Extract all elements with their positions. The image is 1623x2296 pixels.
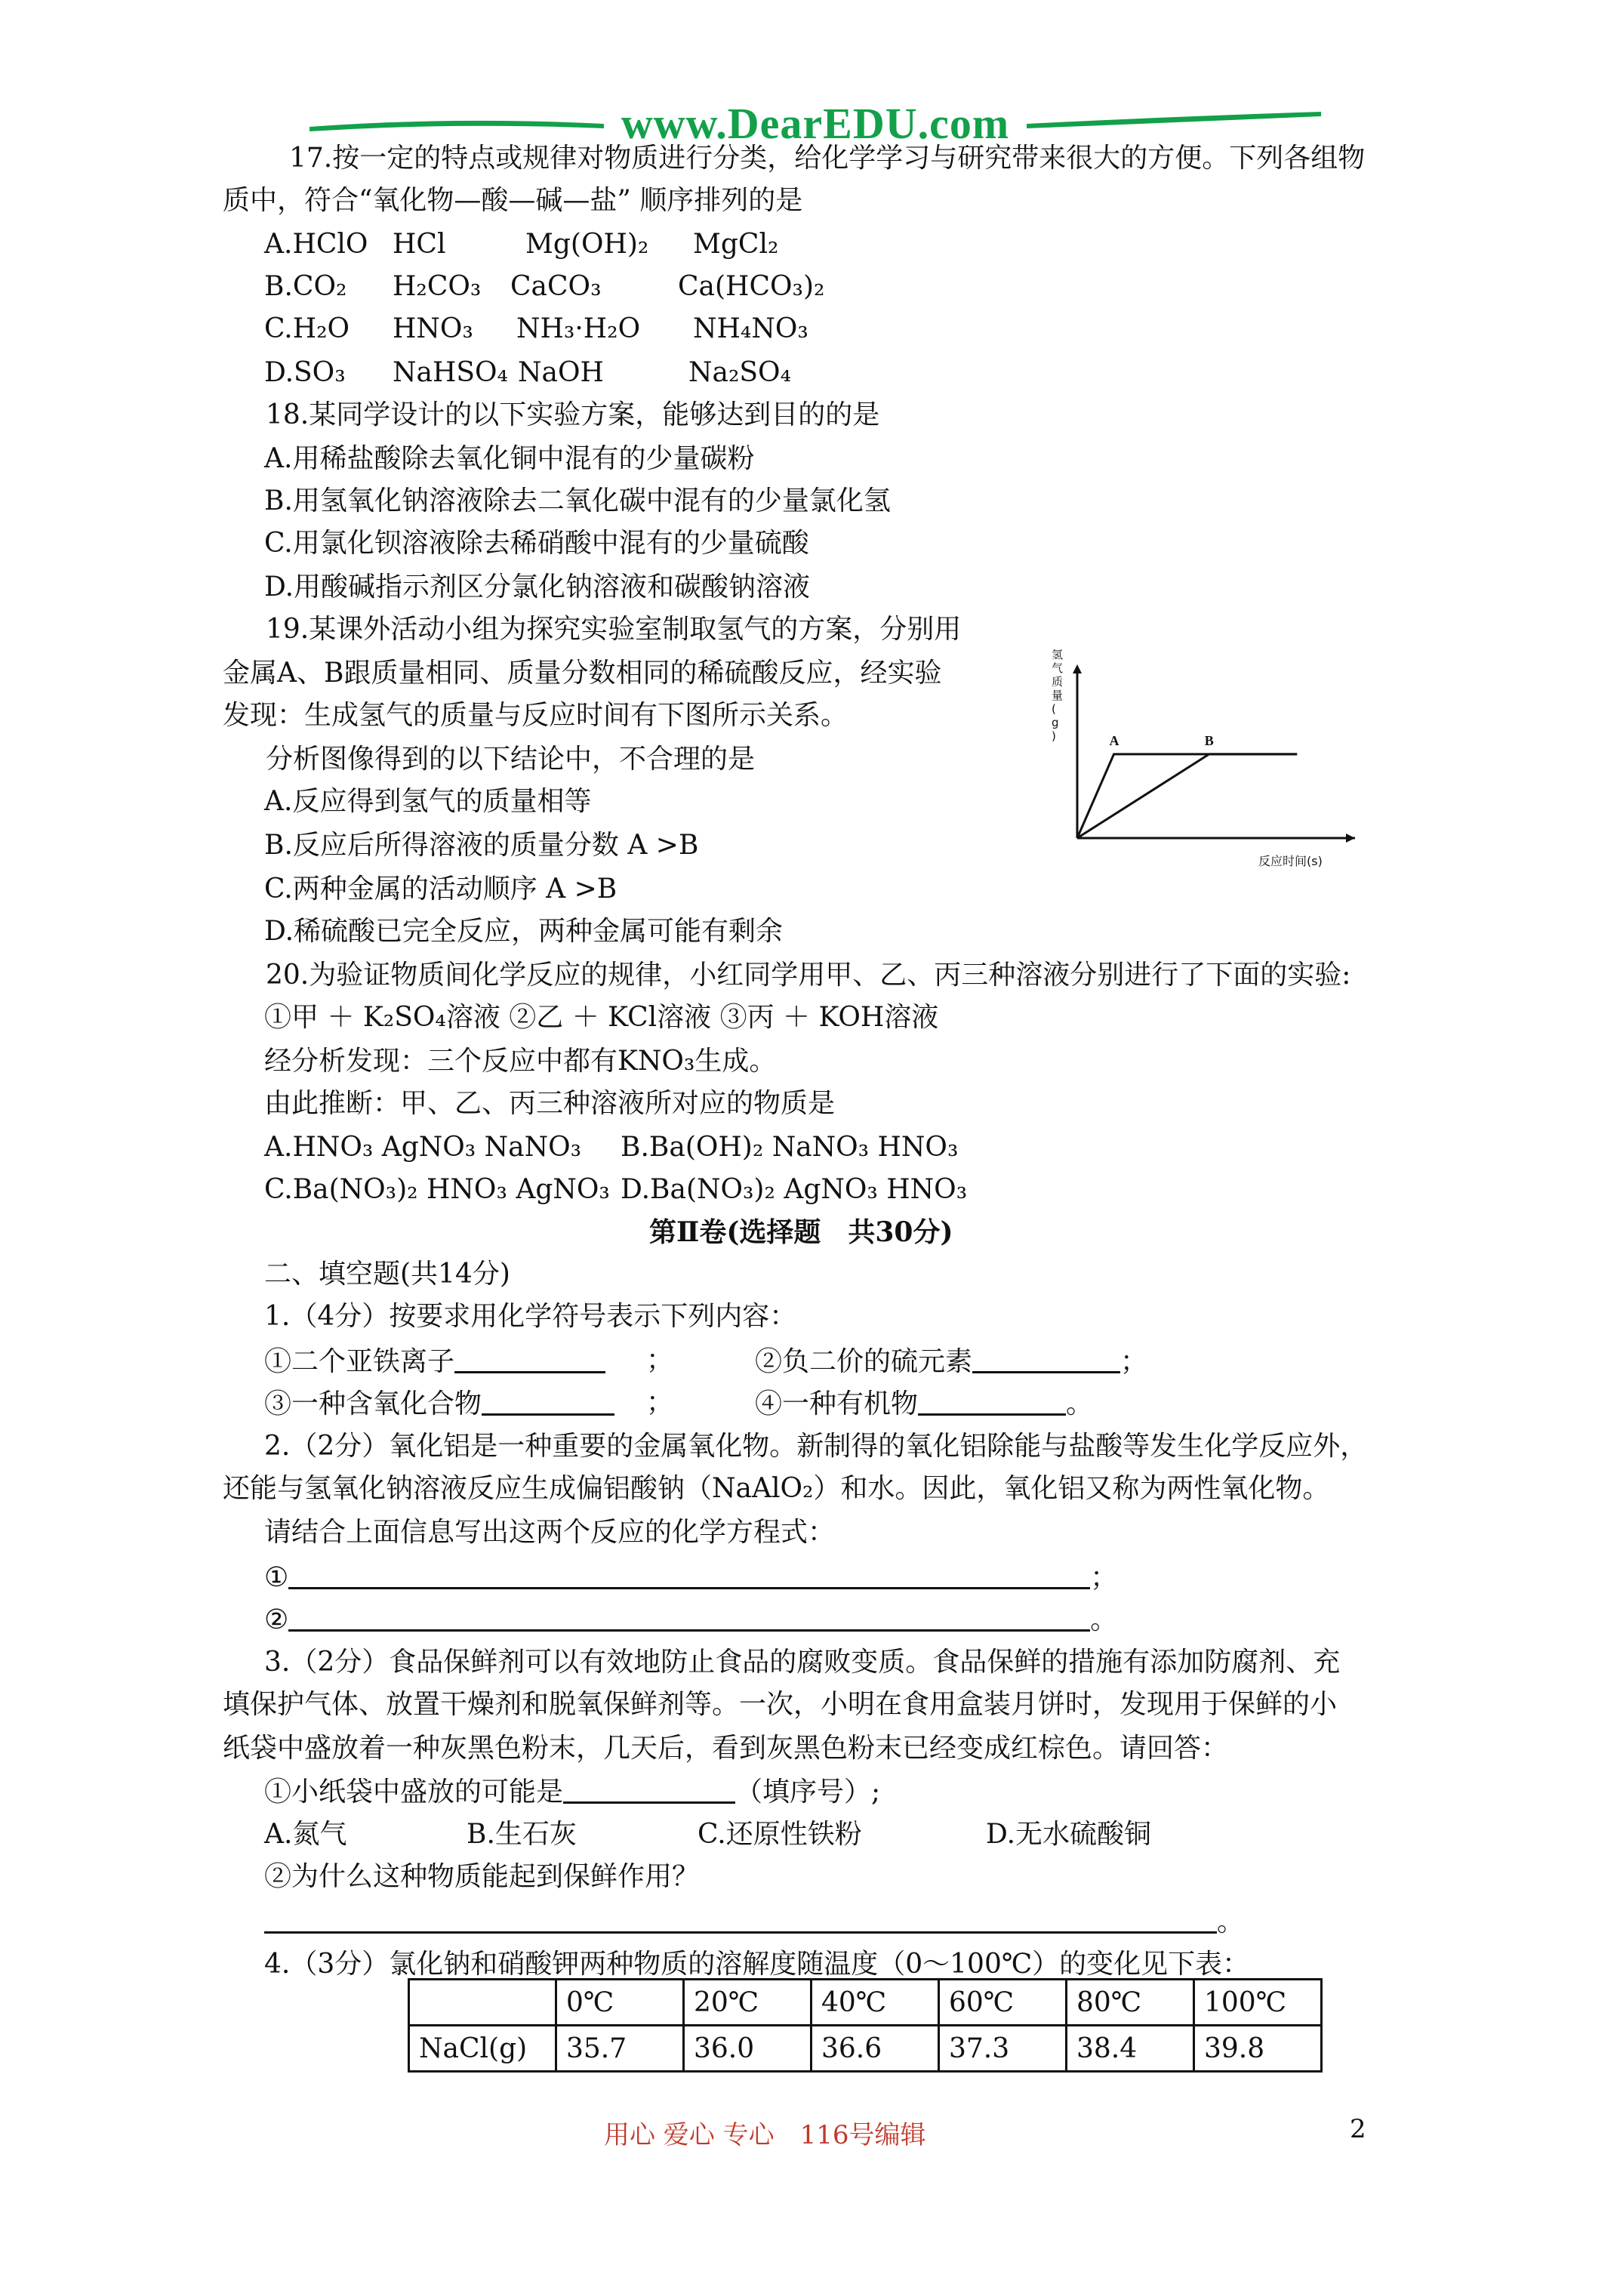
header-swoosh-right: [1027, 112, 1321, 131]
fill-in-part-title: 二、填空题(共14分): [264, 1259, 510, 1290]
q17-b-salt: Ca(HCO₃)₂: [678, 271, 825, 302]
q20-stem: 20.为验证物质间化学反应的规律，小红同学用甲、乙、丙三种溶液分别进行了下面的实验:: [266, 960, 1351, 991]
f2-equation-2-end: 。: [1090, 1604, 1118, 1635]
footer-text: 用心 爱心 专心 116号编辑: [604, 2120, 926, 2150]
table-header-cell: 20℃: [684, 1980, 812, 2026]
f1-item-1: [264, 1344, 605, 1379]
q18-option-d: D.用酸碱指示剂区分氯化钠溶液和碳酸钠溶液: [264, 572, 811, 603]
f3-question-1-label: ①小纸袋中盛放的可能是: [264, 1777, 564, 1808]
chart-labels: [1052, 649, 1323, 868]
q17-c-oxide: C.H₂O: [264, 313, 350, 344]
q19-stem-line4: 分析图像得到的以下结论中，不合理的是: [266, 744, 756, 775]
q19-option-b: B.反应后所得溶液的质量分数 A >B: [264, 830, 699, 861]
f1-answer-blank-3[interactable]: [482, 1386, 614, 1416]
table-row: [409, 2026, 1322, 2072]
f2-equation-1: [264, 1560, 1117, 1595]
solubility-table: [408, 1978, 1323, 2073]
f2-equation-2: [264, 1602, 1117, 1637]
f2-stem-line2: 还能与氢氧化钠溶液反应生成偏铝酸钠（NaAlO₂）和水。因此，氧化铝又称为两性氧化物。: [223, 1473, 1330, 1504]
table-header-cell: 80℃: [1067, 1980, 1194, 2026]
q18-stem: 18.某同学设计的以下实验方案，能够达到目的的是: [266, 399, 880, 430]
f3-option-d: D.无水硫酸铜: [986, 1819, 1152, 1850]
q20-option-d: D.Ba(NO₃)₂ AgNO₃ HNO₃: [621, 1174, 968, 1205]
q17-a-acid: HCl: [393, 229, 446, 260]
table-header-cell: 40℃: [812, 1980, 939, 2026]
y-axis-label-char: 气: [1052, 661, 1064, 675]
q17-c-acid: HNO₃: [393, 313, 473, 344]
y-axis-label-char: 质: [1052, 675, 1064, 689]
f1-answer-blank-2[interactable]: [972, 1344, 1120, 1373]
table-header-cell: 100℃: [1194, 1980, 1322, 2026]
f1-semicolon-2: ；: [1120, 1346, 1148, 1377]
table-cell: NaCl(g): [409, 2026, 556, 2072]
f3-answer-end: 。: [1217, 1906, 1245, 1937]
table-header-cell: 0℃: [556, 1980, 684, 2026]
hydrogen-mass-chart: [1046, 649, 1363, 876]
table-cell: 37.3: [939, 2026, 1067, 2072]
q19-option-c: C.两种金属的活动顺序 A >B: [264, 874, 617, 905]
q17-d-base: NaOH: [518, 357, 604, 388]
f1-item-3-label: ③一种含氧化合物: [264, 1388, 482, 1419]
f3-question-1: [264, 1774, 880, 1809]
f3-option-c: C.还原性铁粉: [698, 1819, 862, 1850]
x-axis-label: 反应时间(s): [1258, 854, 1323, 868]
f3-answer-blank-1[interactable]: [563, 1774, 735, 1804]
q17-a-oxide: A.HClO: [264, 229, 368, 260]
f1-semicolon-1: ；: [646, 1345, 674, 1376]
site-logo-text[interactable]: www.DearEDU.com: [621, 99, 1010, 148]
q17-b-acid: H₂CO₃: [393, 271, 482, 302]
f1-answer-blank-1[interactable]: [454, 1344, 605, 1373]
f2-equation-1-blank[interactable]: [288, 1560, 1090, 1589]
y-axis-label-char: ): [1052, 729, 1056, 743]
f1-answer-blank-4[interactable]: [918, 1386, 1066, 1416]
f1-item-2-label: ②负二价的硫元素: [755, 1346, 973, 1377]
f2-equation-2-number: ②: [264, 1604, 289, 1635]
series-line-b: [1077, 754, 1297, 838]
point-label-b: B: [1204, 732, 1214, 748]
f3-question-2: ②为什么这种物质能起到保鲜作用？: [264, 1861, 700, 1892]
q19-stem-line1: 19.某课外活动小组为探究实验室制取氢气的方案，分别用: [266, 614, 962, 645]
f3-option-b: B.生石灰: [467, 1819, 577, 1850]
table-cell: 36.0: [684, 2026, 812, 2072]
q17-stem-line2: 质中，符合“氧化物—酸—碱—盐” 顺序排列的是: [223, 185, 803, 216]
f1-item-4-label: ④一种有机物: [755, 1388, 919, 1419]
table-cell: 39.8: [1194, 2026, 1322, 2072]
f1-item-4: [755, 1386, 1093, 1421]
table-cell: 35.7: [556, 2026, 684, 2072]
q18-option-b: B.用氢氧化钠溶液除去二氧化碳中混有的少量氯化氢: [264, 485, 891, 516]
q20-inference: 由此推断：甲、乙、丙三种溶液所对应的物质是: [264, 1088, 836, 1119]
f3-answer-blank-2[interactable]: [264, 1904, 1217, 1934]
q17-b-oxide: B.CO₂: [264, 271, 347, 302]
f3-stem-line1: 3.（2分）食品保鲜剂可以有效地防止食品的腐败变质。食品保鲜的措施有添加防腐剂、充: [264, 1647, 1341, 1678]
q20-option-a: A.HNO₃ AgNO₃ NaNO₃: [264, 1132, 582, 1163]
f3-stem-line2: 填保护气体、放置干燥剂和脱氧保鲜剂等。一次，小明在食用盒装月饼时，发现用于保鲜的小: [223, 1689, 1338, 1720]
q20-option-b: B.Ba(OH)₂ NaNO₃ HNO₃: [621, 1132, 959, 1163]
q17-a-base: Mg(OH)₂: [525, 229, 649, 260]
table-header-cell: 60℃: [939, 1980, 1067, 2026]
table-cell: 38.4: [1067, 2026, 1194, 2072]
f2-stem-line1: 2.（2分）氧化铝是一种重要的金属氧化物。新制得的氧化铝除能与盐酸等发生化学反应外，: [264, 1431, 1368, 1462]
q17-d-oxide: D.SO₃: [264, 357, 346, 388]
q17-a-salt: MgCl₂: [693, 229, 779, 260]
f1-item-3: [264, 1386, 614, 1421]
f2-equation-2-blank[interactable]: [288, 1602, 1090, 1632]
q19-option-d: D.稀硫酸已完全反应，两种金属可能有剩余: [264, 916, 784, 947]
q20-reactions: ①甲 ＋ K₂SO₄溶液 ②乙 ＋ KCl溶液 ③丙 ＋ KOH溶液: [264, 1002, 939, 1033]
f3-question-1-tail: （填序号）;: [735, 1777, 881, 1808]
q17-d-acid: NaHSO₄: [393, 357, 508, 388]
y-axis-label-char: (: [1052, 702, 1056, 716]
f2-equation-1-end: ；: [1090, 1562, 1118, 1593]
q19-option-a: A.反应得到氢气的质量相等: [264, 786, 592, 817]
series-line-a: [1077, 754, 1297, 838]
q19-stem-line3: 发现：生成氢气的质量与反应时间有下图所示关系。: [223, 700, 848, 731]
table-cell: 36.6: [812, 2026, 939, 2072]
y-axis-label-char: 量: [1052, 689, 1064, 702]
q17-stem-line1: 17.按一定的特点或规律对物质进行分类，给化学学习与研究带来很大的方便。下列各组物: [289, 143, 1366, 174]
q17-c-base: NH₃·H₂O: [516, 313, 641, 344]
q19-stem-line2: 金属A、B跟质量相同、质量分数相同的稀硫酸反应，经实验: [223, 658, 942, 689]
table-header-cell: [409, 1980, 556, 2026]
f2-equation-1-number: ①: [264, 1562, 289, 1593]
f3-option-a: A.氮气: [264, 1819, 347, 1850]
y-axis-label-char: g: [1052, 716, 1059, 729]
q20-option-c: C.Ba(NO₃)₂ HNO₃ AgNO₃: [264, 1174, 610, 1205]
x-axis-arrow: [1346, 834, 1355, 843]
f3-answer-line: [264, 1904, 1244, 1939]
chart-series: [1077, 754, 1297, 838]
q17-c-salt: NH₄NO₃: [693, 313, 808, 344]
f1-item-2: [755, 1344, 1147, 1379]
q17-b-base: CaCO₃: [510, 271, 602, 302]
f1-stem: 1.（4分）按要求用化学符号表示下列内容：: [264, 1301, 797, 1332]
f3-stem-line3: 纸袋中盛放着一种灰黑色粉末，几天后，看到灰黑色粉末已经变成红棕色。请回答：: [223, 1733, 1229, 1764]
q18-option-a: A.用稀盐酸除去氧化铜中混有的少量碳粉: [264, 443, 755, 474]
f1-period: 。: [1066, 1388, 1094, 1419]
y-axis-label-char: 氢: [1052, 649, 1064, 661]
f2-stem-line3: 请结合上面信息写出这两个反应的化学方程式：: [264, 1517, 836, 1548]
table-header-row: [409, 1980, 1322, 2026]
y-axis-arrow: [1073, 664, 1082, 673]
f4-stem: 4.（3分）氯化钠和硝酸钾两种物质的溶解度随温度（0～100℃）的变化见下表：: [264, 1949, 1250, 1980]
f1-semicolon-3: ；: [646, 1387, 674, 1418]
section-2-title: 第Ⅱ卷(选择题 共30分): [649, 1216, 953, 1248]
q18-option-c: C.用氯化钡溶液除去稀硝酸中混有的少量硫酸: [264, 528, 809, 559]
point-label-a: A: [1109, 732, 1119, 748]
q17-d-salt: Na₂SO₄: [688, 357, 792, 388]
page-number: 2: [1350, 2114, 1366, 2144]
f1-item-1-label: ①二个亚铁离子: [264, 1346, 455, 1377]
q20-finding: 经分析发现：三个反应中都有KNO₃生成。: [264, 1046, 777, 1077]
header-swoosh-left: [310, 116, 604, 136]
